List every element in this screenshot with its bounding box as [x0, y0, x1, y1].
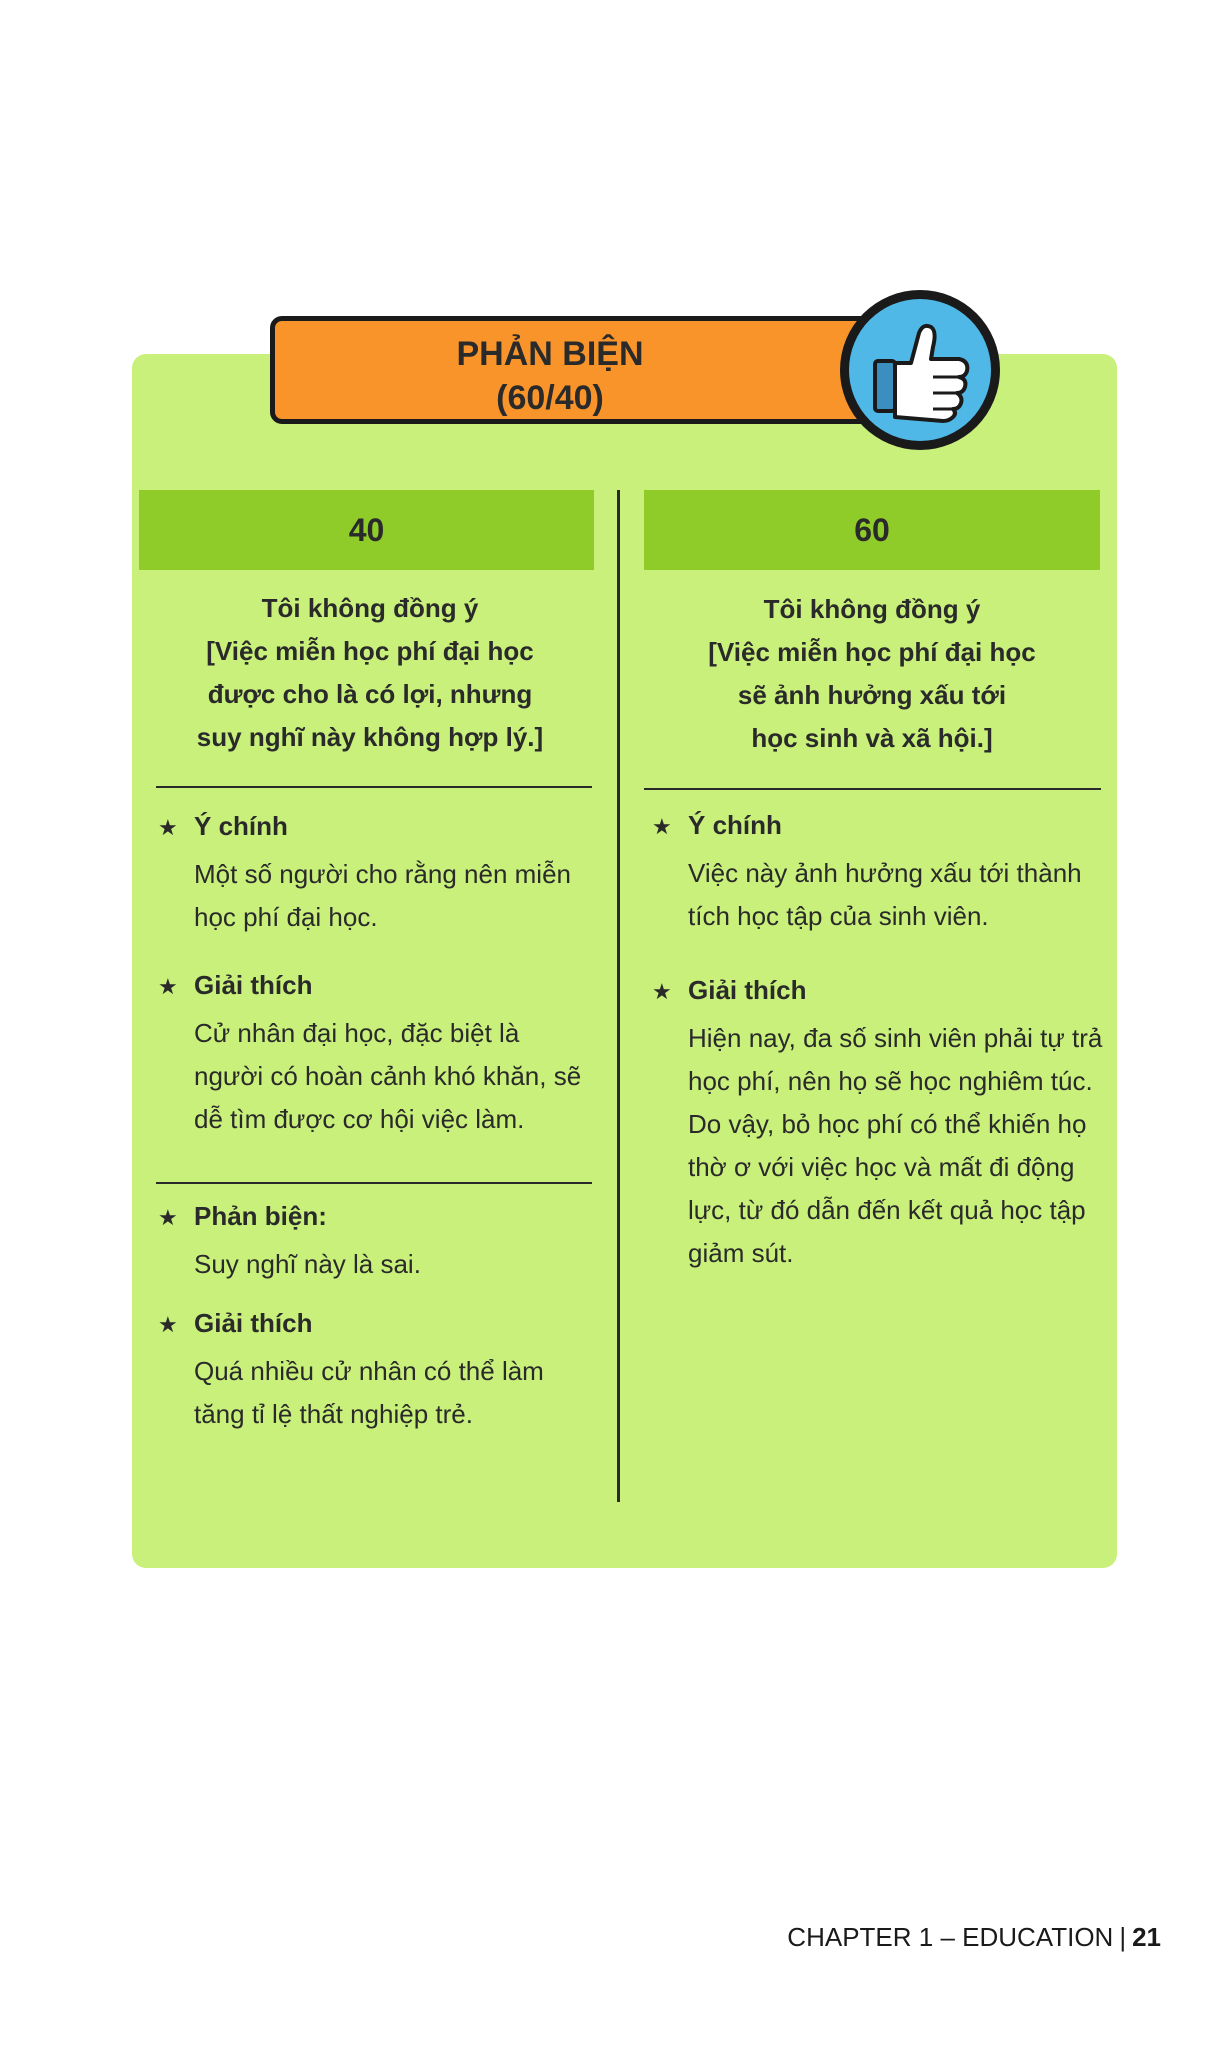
right-claim	[644, 588, 1100, 760]
page-number: 21	[1132, 1922, 1161, 1952]
claim-line: [Việc miễn học phí đại học	[708, 637, 1036, 667]
footer-separator: |	[1119, 1922, 1127, 1952]
body-line: tăng tỉ lệ thất nghiệp trẻ.	[194, 1399, 473, 1429]
body-line: tích học tập của sinh viên.	[688, 901, 989, 931]
star-icon: ★	[158, 1205, 178, 1230]
left-divider-1	[156, 786, 592, 788]
star-icon: ★	[158, 974, 178, 999]
body-line: dễ tìm được cơ hội việc làm.	[194, 1104, 525, 1134]
item-heading: Giải thích	[194, 970, 313, 1000]
item-body	[688, 852, 1082, 938]
item-body	[688, 1017, 1102, 1275]
body-line: lực, từ đó dẫn đến kết quả học tập	[688, 1195, 1086, 1225]
item-body	[194, 1012, 581, 1141]
item-body	[194, 1243, 421, 1286]
item-heading: Phản biện:	[194, 1201, 327, 1231]
body-line: Suy nghĩ này là sai.	[194, 1249, 421, 1279]
body-line: Hiện nay, đa số sinh viên phải tự trả	[688, 1023, 1103, 1053]
body-line: Quá nhiều cử nhân có thể làm	[194, 1356, 544, 1386]
thumbs-up-badge	[840, 290, 1000, 450]
claim-line: học sinh và xã hội.]	[751, 723, 993, 753]
body-line: học phí đại học.	[194, 902, 378, 932]
left-claim	[140, 587, 600, 759]
body-line: thờ ơ với việc học và mất đi động	[688, 1152, 1075, 1182]
item-heading: Giải thích	[688, 975, 807, 1005]
star-icon: ★	[158, 1312, 178, 1337]
claim-line: Tôi không đồng ý	[763, 594, 981, 624]
title-ratio: (60/40)	[496, 379, 604, 417]
claim-line: [Việc miễn học phí đại học	[206, 636, 534, 666]
column-divider	[617, 490, 620, 1502]
right-explanation	[652, 975, 1112, 1275]
left-divider-2	[156, 1182, 592, 1184]
body-line: giảm sút.	[688, 1238, 794, 1268]
left-main-point	[158, 811, 598, 931]
claim-line: sẽ ảnh hưởng xấu tới	[737, 680, 1007, 710]
claim-line: suy nghĩ này không hợp lý.]	[196, 722, 544, 752]
item-body	[194, 1350, 544, 1436]
right-main-point	[652, 810, 1112, 930]
body-line: người có hoàn cảnh khó khăn, sẽ	[194, 1061, 582, 1091]
item-heading: Ý chính	[194, 811, 288, 841]
body-line: Cử nhân đại học, đặc biệt là	[194, 1018, 520, 1048]
chapter-label: CHAPTER 1 – EDUCATION	[787, 1922, 1114, 1952]
thumbs-up-icon	[849, 299, 991, 441]
claim-line: được cho là có lợi, nhưng	[207, 679, 533, 709]
left-rebuttal	[158, 1201, 598, 1291]
item-heading: Ý chính	[688, 810, 782, 840]
item-heading: Giải thích	[194, 1308, 313, 1338]
left-explanation	[158, 970, 598, 1140]
body-line: Việc này ảnh hưởng xấu tới thành	[688, 858, 1082, 888]
left-column-header: 40	[139, 490, 594, 570]
star-icon: ★	[158, 815, 178, 840]
page-footer	[787, 1922, 1161, 1953]
title-banner	[270, 316, 890, 424]
title-main: PHẢN BIỆN	[456, 335, 644, 373]
claim-line: Tôi không đồng ý	[261, 593, 479, 623]
star-icon: ★	[652, 979, 672, 1004]
right-column-header: 60	[644, 490, 1100, 570]
left-rebuttal-explanation	[158, 1308, 598, 1438]
item-body	[194, 853, 571, 939]
body-line: Một số người cho rằng nên miễn	[194, 859, 571, 889]
right-divider-1	[644, 788, 1101, 790]
body-line: học phí, nên họ sẽ học nghiêm túc.	[688, 1066, 1093, 1096]
star-icon: ★	[652, 814, 672, 839]
body-line: Do vậy, bỏ học phí có thể khiến họ	[688, 1109, 1087, 1139]
